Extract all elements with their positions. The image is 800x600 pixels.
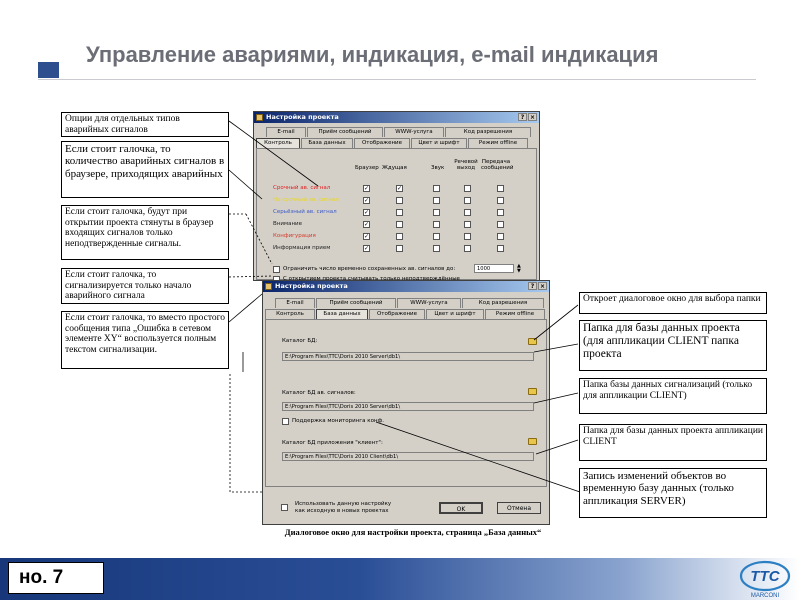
dialog-title: Настройка проекта: [275, 282, 348, 290]
figure-caption: Диалоговое окно для настройки проекта, страница „База данных“: [284, 527, 542, 537]
tab-www[interactable]: WWW-услуга: [397, 298, 461, 308]
connector-line: [534, 344, 578, 352]
callout-unconfirmed-only: Если стоит галочка, будут при открытии проекта стянуты в браузер входящих сигналов только неподтвержденные сигналы.: [61, 205, 229, 260]
column-message-transfer: Передача сообщений: [481, 159, 514, 171]
svg-text:MARCONI: MARCONI: [750, 593, 780, 599]
spin-down-icon[interactable]: ▼: [517, 268, 521, 274]
alarm-type-label: Серьёзный ав. сигнал: [273, 209, 337, 215]
column-voice: Речевой выход: [454, 159, 478, 171]
tab-offline[interactable]: Режим offline: [485, 309, 545, 319]
tab-display[interactable]: Отображение: [369, 309, 425, 319]
monitoring-label: Поддержка мониторинга конф.: [292, 418, 385, 424]
alarm-type-label: Срочный ав. сигнал: [273, 185, 331, 191]
callout-alarm-type-options: Опции для отдельных типов аварийных сигналов: [61, 112, 229, 137]
tab-permission-code[interactable]: Код разрешения: [445, 127, 531, 137]
column-browser: Браузер: [355, 165, 379, 171]
connector-line: [534, 305, 578, 340]
page-number: но. 7: [8, 562, 104, 594]
client-db-path[interactable]: E:\Program Files\TTC\Doris 2010 Client\db1\: [282, 452, 534, 461]
tab-control[interactable]: Контроль: [265, 309, 315, 319]
tab-messages[interactable]: Приём сообщений: [307, 127, 383, 137]
callout-alarm-db-folder: Папка базы данных сигнализаций (только для аппликации CLIENT): [579, 378, 767, 414]
alarm-option-checkbox[interactable]: ✓: [364, 221, 370, 228]
alarm-option-checkbox[interactable]: ✓: [364, 185, 370, 192]
alarm-db-path[interactable]: E:\Program Files\TTC\Doris 2010 Server\db1\: [282, 402, 534, 411]
callout-temp-db-record: Запись изменений объектов во временную базу данных (только аппликация SERVER): [579, 468, 767, 518]
connector-line: [246, 214, 272, 264]
alarm-option-checkbox[interactable]: ✓: [364, 245, 370, 252]
help-button[interactable]: ?: [518, 113, 527, 121]
tab-color-font[interactable]: Цвет и шрифт: [411, 138, 467, 148]
callout-browser-count: Если стоит галочка, то количество аварийных сигналов в браузере, приходящих аварийных: [61, 141, 229, 198]
alarm-type-label: Внимание: [273, 221, 303, 227]
column-waiting: Ждущая: [382, 165, 407, 171]
tab-color-font[interactable]: Цвет и шрифт: [426, 309, 484, 319]
alarm-option-checkbox[interactable]: ✓: [397, 185, 403, 192]
close-button[interactable]: ×: [539, 283, 546, 290]
ok-button[interactable]: OK: [439, 502, 483, 514]
dialog-title: Настройка проекта: [266, 113, 339, 121]
callout-folder-dialog: Откроет диалоговое окно для выбора папки: [579, 292, 767, 314]
tab-database[interactable]: База данных: [301, 138, 353, 148]
alarm-option-checkbox[interactable]: ✓: [364, 209, 370, 216]
connector-line: [229, 294, 262, 322]
callout-full-signal-text: Если стоит галочка, то вместо простого сообщения типа „Ошибка в сетевом элементе XY“ воспользуется полным текстом сигнализации.: [61, 311, 229, 369]
connector-line: [536, 440, 578, 454]
connector-line: [229, 170, 262, 199]
tab-www[interactable]: WWW-услуга: [384, 127, 444, 137]
project-db-path[interactable]: E:\Program Files\TTC\Doris 2010 Server\db1\: [282, 352, 534, 361]
help-button[interactable]: ?: [528, 282, 537, 290]
page-title: Управление авариями, индикация, e-mail индикация: [86, 42, 659, 67]
tab-offline[interactable]: Режим offline: [468, 138, 528, 148]
cancel-button[interactable]: Отмена: [497, 502, 541, 514]
use-default-label: Использовать данную настройку как исходную в новых проектах: [295, 501, 392, 514]
alarm-option-checkbox[interactable]: ✓: [364, 197, 370, 204]
close-button[interactable]: ×: [529, 114, 536, 121]
tab-display[interactable]: Отображение: [354, 138, 410, 148]
callout-alarm-start-only: Если стоит галочка, то сигнализируется только начало аварийного сигнала: [61, 268, 229, 304]
tab-email[interactable]: E-mail: [266, 127, 306, 137]
callout-client-db-folder: Папка для базы данных проекта аппликации CLIENT: [579, 424, 767, 461]
alarm-type-label: Не срочный ав. сигнал: [273, 197, 339, 203]
open-project-label: С открытием проекта считывать только неподтверждённые: [283, 276, 460, 281]
tab-permission-code[interactable]: Код разрешения: [462, 298, 544, 308]
limit-label: Ограничить число временно сохраненных ав. сигналов до:: [283, 266, 456, 272]
spin-up-icon[interactable]: ▲: [517, 263, 521, 269]
alarm-type-label: Информация прием: [273, 245, 331, 251]
tab-messages[interactable]: Приём сообщений: [316, 298, 396, 308]
footer-band: [0, 558, 800, 600]
alarm-type-label: Конфигурация: [273, 233, 316, 239]
tab-control[interactable]: Контроль: [256, 138, 300, 148]
svg-text:TTC: TTC: [750, 568, 780, 585]
connector-line: [534, 393, 578, 403]
client-db-label: Каталог БД приложения "клиент":: [282, 440, 383, 446]
project-db-label: Каталог БД:: [282, 338, 318, 344]
ttc-marconi-logo: [738, 556, 792, 600]
limit-input[interactable]: 1000: [474, 264, 514, 273]
connector-line: [229, 121, 318, 186]
connector-line: [376, 422, 580, 492]
tab-email[interactable]: E-mail: [275, 298, 315, 308]
column-sound: Звук: [431, 165, 445, 171]
tab-database[interactable]: База данных: [316, 309, 368, 319]
connector-line: [229, 276, 272, 277]
alarm-option-checkbox[interactable]: ✓: [364, 233, 370, 240]
alarm-db-label: Каталог БД ав. сигналов:: [282, 390, 356, 396]
callout-project-db-folder: Папка для базы данных проекта (для аппликации CLIENT папка проекта: [579, 320, 767, 371]
